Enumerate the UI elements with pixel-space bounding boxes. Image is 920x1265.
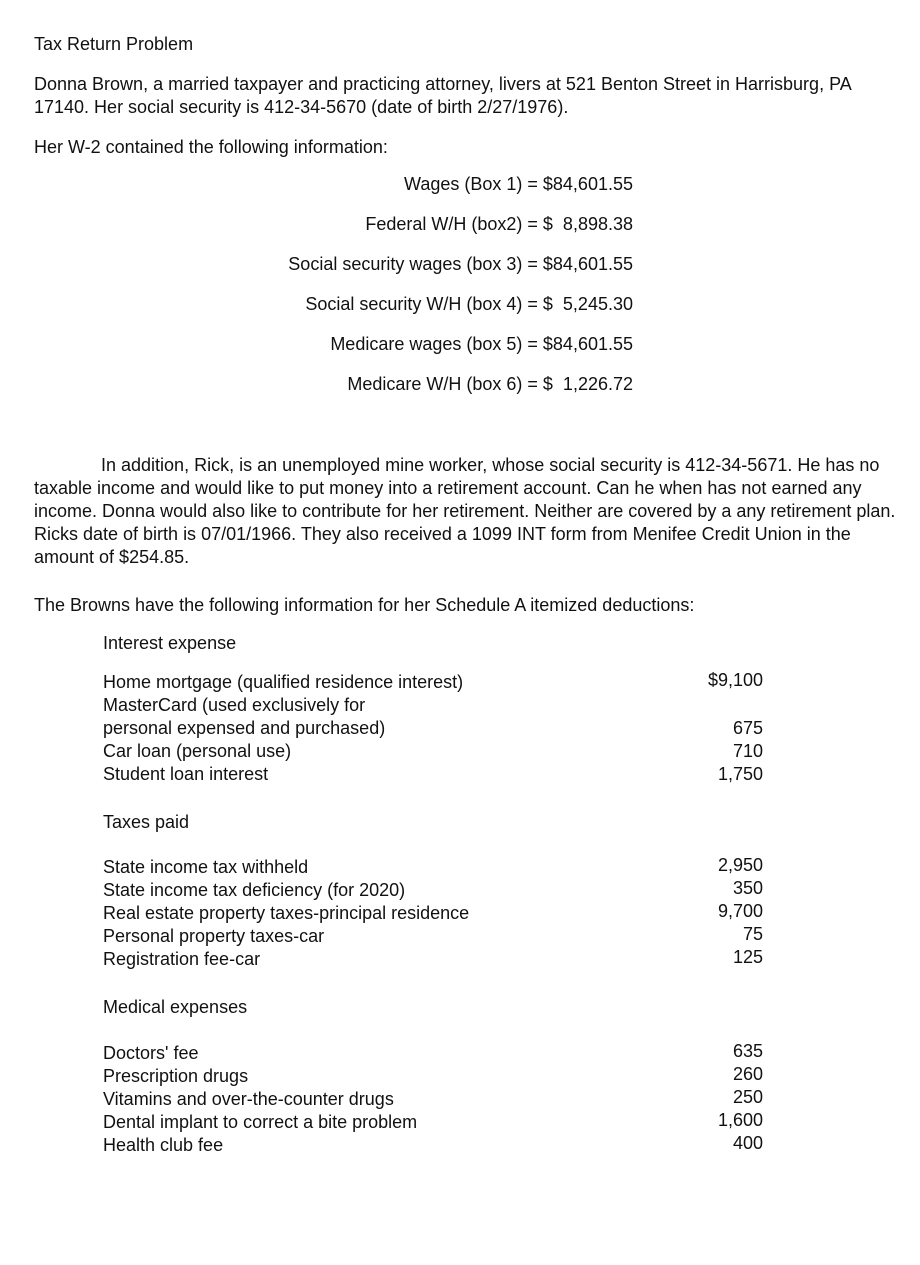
deduction-row [103, 763, 763, 786]
w2-wages: Wages (Box 1) = $84,601.55 [404, 174, 633, 194]
deduction-label: State income tax withheld [103, 857, 309, 877]
document-title: Tax Return Problem [34, 34, 194, 54]
deduction-row [103, 902, 763, 925]
deduction-label: MasterCard (used exclusively for personal expensed and purchased) [103, 695, 386, 738]
deduction-amount: 125 [732, 947, 763, 967]
w2-lead-text: Her W-2 contained the following information: [34, 137, 388, 157]
w2-info-list [0, 171, 633, 411]
taxes-paid-heading: Taxes paid [103, 812, 190, 832]
deduction-label: Student loan interest [103, 764, 269, 784]
w2-medicare-withholding: Medicare W/H (box 6) = $ 1,226.72 [347, 374, 633, 394]
w2-federal-withholding: Federal W/H (box2) = $ 8,898.38 [365, 214, 633, 234]
deduction-amount: 75 [742, 924, 763, 944]
taxes-paid-list [103, 856, 763, 971]
medical-expenses-list [103, 1042, 763, 1157]
deduction-amount: 635 [732, 1041, 763, 1061]
deduction-amount: 675 [732, 718, 763, 738]
deduction-label: Car loan (personal use) [103, 741, 292, 761]
deduction-row [103, 879, 763, 902]
deduction-label: Prescription drugs [103, 1066, 249, 1086]
deduction-row [103, 1065, 763, 1088]
deduction-amount: 9,700 [717, 901, 763, 921]
deduction-row [103, 740, 763, 763]
deduction-amount: 260 [732, 1064, 763, 1084]
deduction-amount: $9,100 [707, 670, 763, 690]
deduction-row [103, 694, 763, 740]
deduction-amount: 2,950 [717, 855, 763, 875]
deduction-amount: 1,600 [717, 1110, 763, 1130]
interest-expense-list [103, 671, 763, 786]
interest-expense-heading: Interest expense [103, 633, 237, 653]
deduction-row [103, 1042, 763, 1065]
deduction-label: State income tax deficiency (for 2020) [103, 880, 406, 900]
deduction-label: Vitamins and over-the-counter drugs [103, 1089, 394, 1109]
deduction-label: Home mortgage (qualified residence interest) [103, 672, 464, 692]
deduction-label: Doctors' fee [103, 1043, 199, 1063]
deduction-amount: 400 [732, 1133, 763, 1153]
deduction-row [103, 1088, 763, 1111]
deduction-row [103, 948, 763, 971]
deduction-label: Registration fee-car [103, 949, 261, 969]
deduction-label: Dental implant to correct a bite problem [103, 1112, 418, 1132]
deduction-row [103, 1134, 763, 1157]
deduction-row [103, 925, 763, 948]
medical-expenses-heading: Medical expenses [103, 997, 248, 1017]
w2-social-security-withholding: Social security W/H (box 4) = $ 5,245.30 [305, 294, 633, 314]
deduction-amount: 710 [732, 741, 763, 761]
w2-medicare-wages: Medicare wages (box 5) = $84,601.55 [330, 334, 633, 354]
deduction-label: Health club fee [103, 1135, 224, 1155]
deduction-label: Personal property taxes-car [103, 926, 325, 946]
deduction-label: Real estate property taxes-principal residence [103, 903, 470, 923]
schedule-a-lead-text: The Browns have the following information for her Schedule A itemized deductions: [34, 595, 695, 615]
deduction-amount: 350 [732, 878, 763, 898]
deduction-row [103, 1111, 763, 1134]
rick-paragraph [34, 454, 896, 569]
intro-paragraph: Donna Brown, a married taxpayer and practicing attorney, livers at 521 Benton Street in Harrisburg, PA 17140. Her social security is 412-34-5670 (date of birth 2/27/1976). [34, 74, 851, 117]
deduction-amount: 250 [732, 1087, 763, 1107]
deduction-row [103, 671, 763, 694]
w2-social-security-wages: Social security wages (box 3) = $84,601.55 [288, 254, 633, 274]
deduction-amount: 1,750 [717, 764, 763, 784]
rick-paragraph-text: In addition, Rick, is an unemployed mine worker, whose social security is 412-34-5671. He has no taxable income and would like to put money into a retirement account. Can he when has not earned any income. Donna would also like to contribute for her retirement. Neither are covered by a any retirement plan. Ricks date of birth is 07/01/1966. They also received a 1099 INT form from Menifee Credit Union in the amount of $254.85. [34, 455, 896, 567]
deduction-row [103, 856, 763, 879]
